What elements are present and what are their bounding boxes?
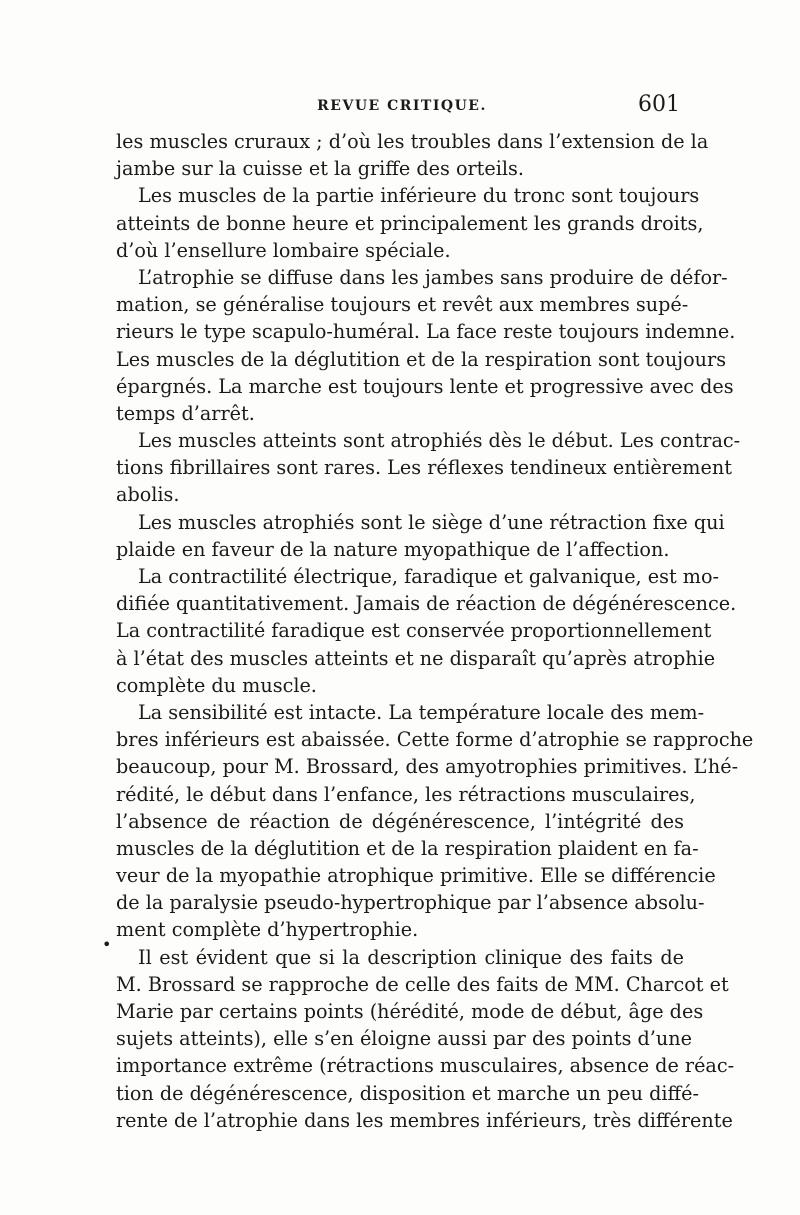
text-line: jambe sur la cuisse et la griffe des orteils. [116,157,524,181]
text-line: rieurs le type scapulo-huméral. La face reste toujours indemne. [116,320,736,344]
text-line: M. Brossard se rapproche de celle des faits de MM. Charcot et [116,972,729,996]
text-line: d’où l’ensellure lombaire spéciale. [116,238,451,262]
text-line: Il est évident que si la description clinique des faits de [138,945,684,969]
text-line: l’absence de réaction de dégénérescence, l’intégrité des [116,809,684,833]
text-line: tion de dégénérescence, disposition et marche un peu diffé- [116,1081,699,1105]
text-line: les muscles cruraux ; d’où les troubles dans l’extension de la [116,130,709,153]
text-line: temps d’arrêt. [116,401,255,425]
text-line: muscles de la déglutition et de la respiration plaident en fa- [116,836,699,860]
text-line: difiée quantitativement. Jamais de réaction de dégénérescence. [116,592,737,616]
text-line: atteints de bonne heure et principalement les grands droits, [116,211,704,235]
text-line: La contractilité électrique, faradique et galvanique, est mo- [138,565,719,588]
text-line: complète du muscle. [116,673,317,697]
text-line: rédité, le début dans l’enfance, les rétractions musculaires, [116,782,696,806]
text-line: rente de l’atrophie dans les membres inférieurs, très différente [116,1108,733,1132]
text-line: beaucoup, pour M. Brossard, des amyotrophies primitives. L’hé- [116,755,739,779]
text-line: La sensibilité est intacte. La température locale des mem- [138,700,705,724]
text-line: bres inférieurs est abaissée. Cette forme d’atrophie se rapproche [116,728,754,752]
body-text [116,128,754,1134]
text-line: Marie par certains points (hérédité, mode de début, âge des [116,1000,704,1023]
text-line: Les muscles de la partie inférieure du tronc sont toujours [138,184,700,208]
text-line: abolis. [116,483,180,507]
text-line: épargnés. La marche est toujours lente et progressive avec des [116,374,734,398]
text-line: de la paralysie pseudo-hypertrophique par l’absence absolu- [116,891,705,915]
running-head: REVUE CRITIQUE. [317,98,487,114]
text-line: tions fibrillaires sont rares. Les réflexes tendineux entièrement [116,456,732,480]
page-number: 601 [638,92,680,117]
text-line: L’atrophie se diffuse dans les jambes sans produire de défor- [138,265,728,289]
text-line: Les muscles atteints sont atrophiés dès le début. Les contrac- [138,429,741,453]
text-line: ment complète d’hypertrophie. [116,918,419,942]
marginal-bullet: • [102,935,112,954]
text-line: veur de la myopathie atrophique primitive. Elle se différencie [116,864,716,888]
text-line: importance extrême (rétractions musculaires, absence de réac- [116,1054,735,1078]
text-line: mation, se généralise toujours et revêt aux membres supé- [116,293,689,317]
text-line: plaide en faveur de la nature myopathique de l’affection. [116,537,670,561]
page-header [116,92,688,126]
text-line: La contractilité faradique est conservée proportionnellement [116,619,712,643]
text-line: Les muscles de la déglutition et de la respiration sont toujours [116,347,727,371]
text-line: Les muscles atrophiés sont le siège d’une rétraction fixe qui [138,510,725,534]
text-line: à l’état des muscles atteints et ne disparaît qu’après atrophie [116,646,716,670]
text-line: sujets atteints), elle s’en éloigne aussi par des points d’une [116,1027,692,1051]
